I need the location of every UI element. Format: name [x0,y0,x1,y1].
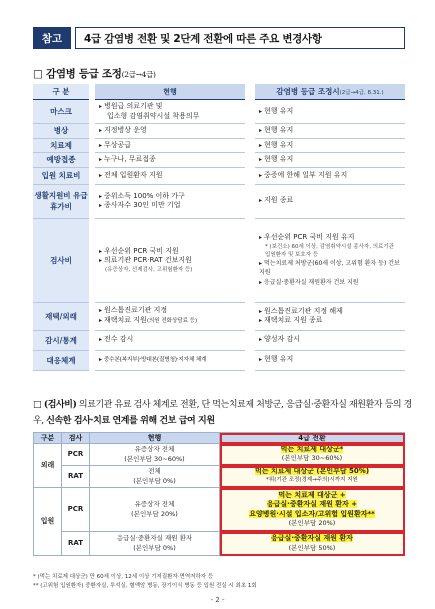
highlight-text: 먹는 치료제 대상군 + [278,490,346,499]
table-row [34,488,405,532]
table-row [33,138,405,153]
highlight-text: 응급실·중환자실 재원 환자 [271,534,353,542]
table-row [33,350,405,370]
cell-text: (본인부담 30~60%) [281,454,343,463]
cell-text: ▸ 원스톱진료기관 지정 [99,306,241,316]
row-category: 치료제 [33,138,89,153]
highlight-text: 먹는 치료제 대상군 (본인부담 50%) [254,467,370,476]
section-1-title: □ 감염병 등급 조정 [33,68,122,80]
section-1-note: (2급→4급) [121,70,156,79]
cell-text: 전체 [148,467,161,475]
test-rat: RAT [62,466,90,488]
group-outpatient: 외래 [34,444,62,488]
cell-text: ▸ 양성자 감시 [259,335,401,345]
table-row [34,466,405,488]
table-row [34,532,405,556]
col-new: 4급 전환 [220,433,405,444]
cell-subtext: * (보건소) 60세 이상, 감염취약시설 종사자, 의료기관 입원환자 및 보호자 등 [265,243,394,258]
col-test: 검사 [62,433,90,444]
cell-text: ▸ 중위소득 100% 이하 가구 [99,192,241,202]
reference-tag: 참고 [33,27,71,49]
test-cost-table [33,432,405,556]
cell-text: ▸ 전수 감시 [99,335,241,345]
row-category: 생활지원비 유급휴가비 [33,184,89,218]
col-current: 현행 [95,84,245,100]
highlight-text: 응급실·중환자실 재원 환자 + [266,500,358,508]
table-row [33,100,405,124]
test-pcr: PCR [62,488,90,532]
col-current: 현행 [90,433,220,444]
page-title: 4급 감염병 전환 및 2단계 전환에 따른 주요 변경사항 [75,27,405,49]
cell-text: ▸ 종사자수 30인 미만 기업 [99,201,241,211]
test-cost-paragraph [33,397,413,429]
cell-text [99,316,241,327]
cell-text: (본인부담 50%) [288,543,336,552]
cell-text: 입소형 감염취약시설 착용의무 [107,111,200,120]
table-row [33,124,405,139]
cell-text: ▸ 현행 유지 [259,155,401,165]
cell-text: (본인부담 30~60%) [124,454,185,463]
row-category: 입원 치료비 [33,167,89,184]
grade-adjustment-table [33,84,405,371]
cell-text: ▸ 지정병상 운영 [99,126,241,136]
cell-text: ▸ 우선순위 PCR 국비 지원 유지 [259,233,401,243]
section-2-text: 의료기관 유료 검사 체계로 전환, 단 먹는치료제 처방군, 응급실·중환자실 재원환자 등의 경우, [33,400,412,426]
cell-text: ▸ 누구나, 무료접종 [99,155,241,165]
cell-text-sub: (의원 전화상담료 등) [146,317,198,324]
page-number: - 2 - [210,596,225,604]
cell-text: (본인부담 0%) [133,476,176,485]
cell-text: (본인부담 20%) [131,509,178,518]
cell-text: ▸ 전체 입원환자 지원 [99,171,241,181]
col-adjust-note: (2급→4급, 8.31.) [339,90,384,96]
cell-text: (본인부담 0%) [133,543,176,552]
cell-text: ▸ 먹는치료제 처방군(60세 이상, 고위험 환자 등) 건보 지원 [259,259,401,278]
footnote-2: ** (고위험 입원환자) 중환자실, 투석실, 혈액암 병동, 장기이식 병동 등 입원 전실 시 최초 1회 [33,583,257,589]
section-2-bold: 신속한 검사·치료 연계를 위해 건보 급여 지원 [46,416,215,426]
cell-text: ▸ 우선순위 PCR 국비 지원 [99,247,241,257]
cell-text: ▸ 현행 유지 [259,141,401,151]
cell-text: ▸ 재택치료 지원 종료 [259,316,401,326]
row-category: 검사비 [33,218,89,302]
cell-text: (본인부담 20%) [288,519,336,527]
cell-text: ▸ 중수본(복지부)·방대본(질병청)·지자체 체계 [99,355,241,366]
row-category: 마스크 [33,100,89,124]
cell-text: *위(기관 조정(경제→주의)시까지 지원 [266,477,358,484]
table-header-row [33,84,405,100]
col-adjust-label: 감염병 등급 조정시 [276,87,340,96]
test-pcr: PCR [62,444,90,466]
cell-text: 유증상자 전체 [134,500,175,508]
table-row [33,184,405,218]
row-category: 병상 [33,124,89,139]
cell-text-main: 재택치료 지원 [104,315,147,324]
table-row [33,330,405,350]
table-row [33,153,405,168]
col-group: 구분 [34,433,62,444]
footnote-1: * (먹는 치료제 대상군) 만 60세 이상, 12세 이상 기저질환자·면역저하자 등 [33,574,214,580]
highlight-text: 먹는 치료제 대상군* [280,445,344,454]
cell-text: ▸ 원스톱진료기관 지정 해제 [259,307,401,317]
cell-text: ▸ 현행 유지 [259,355,401,365]
highlight-text: 요양병원·시설 입소자/고위험 입원환자** [249,509,375,518]
table-row [34,444,405,466]
col-adjust [255,84,405,100]
cell-text: 응급실·중환자실 재원 환자 [116,534,193,542]
section-2-lead: □ (검사비) [33,400,77,410]
cell-text: ▸ 병원급 의료기관 및 [99,102,241,112]
col-category: 구 분 [33,84,89,100]
row-category: 감시/통계 [33,330,89,350]
test-rat: RAT [62,532,90,556]
table-row [33,302,405,330]
cell-text: ▸ 무상공급 [99,141,241,151]
row-category: 재택/외래 [33,302,89,330]
cell-text: ▸ 중증에 한해 일부 지원 유지 [259,171,401,181]
cell-text: 유증상자 전체 [134,445,175,453]
table-row [33,218,405,302]
cell-text: ▸ 현행 유지 [259,126,401,136]
section-1-heading [33,66,156,81]
cell-text: ▸ 지원 종료 [259,196,401,206]
row-category: 대응체계 [33,350,89,370]
table-row [33,167,405,184]
row-category: 예방접종 [33,153,89,168]
table-header-row [34,433,405,444]
cell-text: ▸ 현행 유지 [259,107,401,117]
cell-text: ▸ 응급실·중환자실 재원환자 건보 지원 [259,278,401,288]
cell-text: ▸ 의료기관 PCR·RAT 건보지원 [99,256,241,266]
cell-subtext: (유증상자, 선제검사, 고위험환자 등) [105,266,193,273]
group-inpatient: 입원 [34,488,62,556]
header-bar [33,27,405,49]
